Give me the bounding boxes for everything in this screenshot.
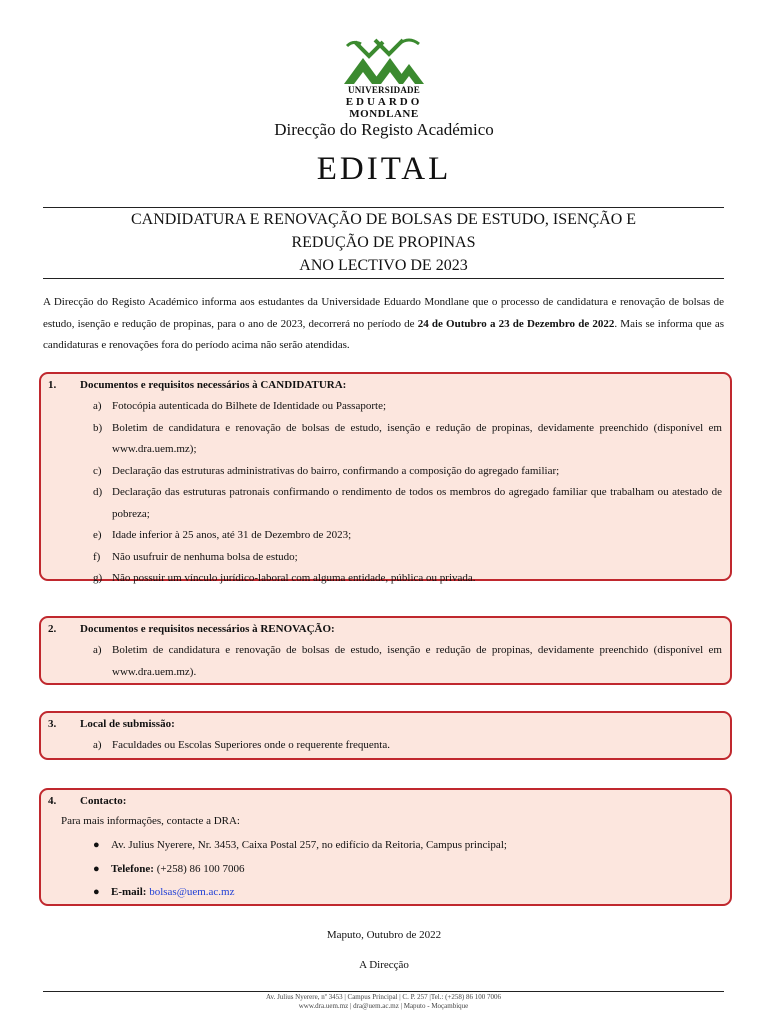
list-item xyxy=(93,482,722,525)
intro-paragraph xyxy=(43,292,724,357)
department-name: Direcção do Registo Académico xyxy=(274,120,494,139)
contact-address xyxy=(93,834,722,858)
requirements-list xyxy=(93,735,722,757)
item-letter: d) xyxy=(93,486,103,498)
email-link[interactable]: bolsas@uem.ac.mz xyxy=(149,886,235,898)
title-divider-bottom xyxy=(43,278,724,279)
address-text: Av. Julius Nyerere, Nr. 3453, Caixa Postal 257, no edifício da Reitoria, Campus principal; xyxy=(111,839,507,851)
item-text: Boletim de candidatura e renovação de bolsas de estudo, isenção e redução de propinas, devidamente preenchido (disponível em www.dra.uem.mz); xyxy=(112,421,722,455)
document-title: EDITAL xyxy=(316,151,452,187)
item-letter: f) xyxy=(93,550,101,563)
footer-line1: Av. Julius Nyerere, nº 3453 | Campus Principal | C. P. 257 |Tel.: (+258) 86 100 7006 xyxy=(266,993,501,1001)
subtitle-line3: ANO LECTIVO DE 2023 xyxy=(299,257,468,274)
list-item xyxy=(93,418,722,461)
logo-text-line2: EDUARDO xyxy=(345,96,423,108)
intro-text-after: . Mais se informa que as candidaturas e renovações fora do período acima não serão atendidas. xyxy=(43,317,725,351)
list-item xyxy=(93,525,722,547)
list-item xyxy=(93,568,722,590)
footer-divider xyxy=(43,991,724,992)
footer-line2: www.dra.uem.mz | dra@uem.ac.mz | Maputo - Moçambique xyxy=(298,1002,469,1010)
intro-text-before: A Direcção do Registo Académico informa aos estudantes da Universidade Eduardo Mondlane que o processo de candidatura e renovação de bolsas de estudo, isenção e redução de propinas, para o ano de 2023, decorrerá no período de xyxy=(43,296,724,330)
section-contacto xyxy=(39,788,732,906)
section-title xyxy=(48,718,175,730)
item-letter: a) xyxy=(93,739,102,751)
list-item xyxy=(93,735,722,757)
item-letter: e) xyxy=(93,529,102,541)
item-text: Idade inferior à 25 anos, até 31 de Dezembro de 2023; xyxy=(112,529,352,541)
section-number: 3. xyxy=(48,718,57,730)
uem-crest-icon xyxy=(339,36,429,86)
item-text: Não usufruir de nenhuma bolsa de estudo; xyxy=(112,550,298,563)
contact-email xyxy=(93,881,722,905)
item-letter: a) xyxy=(93,400,102,412)
signature-place-date: Maputo, Outubro de 2022 xyxy=(326,929,442,941)
logo-text-line3: MONDLANE xyxy=(349,108,419,120)
bullet-icon: ● xyxy=(93,862,100,875)
requirements-list xyxy=(93,640,722,683)
contact-phone xyxy=(93,858,722,882)
list-item xyxy=(93,640,722,683)
section-heading: Documentos e requisitos necessários à CANDIDATURA: xyxy=(80,379,347,391)
section-title xyxy=(48,379,346,391)
requirements-list xyxy=(93,396,722,590)
item-letter: c) xyxy=(93,464,102,477)
item-text: Faculdades ou Escolas Superiores onde o requerente frequenta. xyxy=(112,739,390,751)
subtitle-line1: CANDIDATURA E RENOVAÇÃO DE BOLSAS DE ESTUDO, ISENÇÃO E xyxy=(130,211,637,228)
logo-text-line1: UNIVERSIDADE xyxy=(348,85,420,95)
subtitle-line2: REDUÇÃO DE PROPINAS xyxy=(291,234,476,251)
section-number: 2. xyxy=(48,623,57,635)
intro-period: 24 de Outubro a 23 de Dezembro de 2022 xyxy=(417,317,615,330)
section-heading: Contacto: xyxy=(80,795,127,807)
contact-list xyxy=(93,834,722,905)
section-heading: Local de submissão: xyxy=(80,718,175,730)
item-text: Declaração das estruturas administrativas do bairro, confirmando a composição do agregado familiar; xyxy=(112,464,560,477)
item-letter: a) xyxy=(93,644,102,656)
section-title xyxy=(48,795,126,807)
item-letter: b) xyxy=(93,421,103,434)
list-item xyxy=(93,396,722,418)
signature-signatory: A Direcção xyxy=(359,959,409,971)
section-title xyxy=(48,623,335,635)
email-label: E-mail: xyxy=(111,886,147,898)
document-subtitle xyxy=(43,208,724,277)
bullet-icon: ● xyxy=(93,886,100,898)
section-candidatura xyxy=(39,372,732,584)
item-letter: g) xyxy=(93,572,103,584)
section-heading: Documentos e requisitos necessários à RENOVAÇÃO: xyxy=(80,623,335,635)
phone-number: (+258) 86 100 7006 xyxy=(153,862,245,875)
section-local xyxy=(39,711,732,760)
section-number: 4. xyxy=(48,795,57,807)
item-text: Não possuir um vínculo jurídico-laboral com alguma entidade, pública ou privada. xyxy=(112,572,476,584)
section-renovacao xyxy=(39,616,732,685)
item-text: Declaração das estruturas patronais confirmando o rendimento de todos os membros do agregado familiar que trabalham ou atestado de pobreza; xyxy=(112,486,722,520)
list-item xyxy=(93,461,722,483)
item-text: Boletim de candidatura e renovação de bolsas de estudo, isenção e redução de propinas, devidamente preenchido (disponível em www.dra.uem.mz). xyxy=(112,644,722,678)
list-item xyxy=(93,547,722,569)
item-text: Fotocópia autenticada do Bilhete de Identidade ou Passaporte; xyxy=(112,400,387,412)
section-number: 1. xyxy=(48,379,57,391)
phone-label: Telefone: xyxy=(111,862,154,875)
contact-intro: Para mais informações, contacte a DRA: xyxy=(61,815,240,827)
bullet-icon: ● xyxy=(93,839,100,851)
